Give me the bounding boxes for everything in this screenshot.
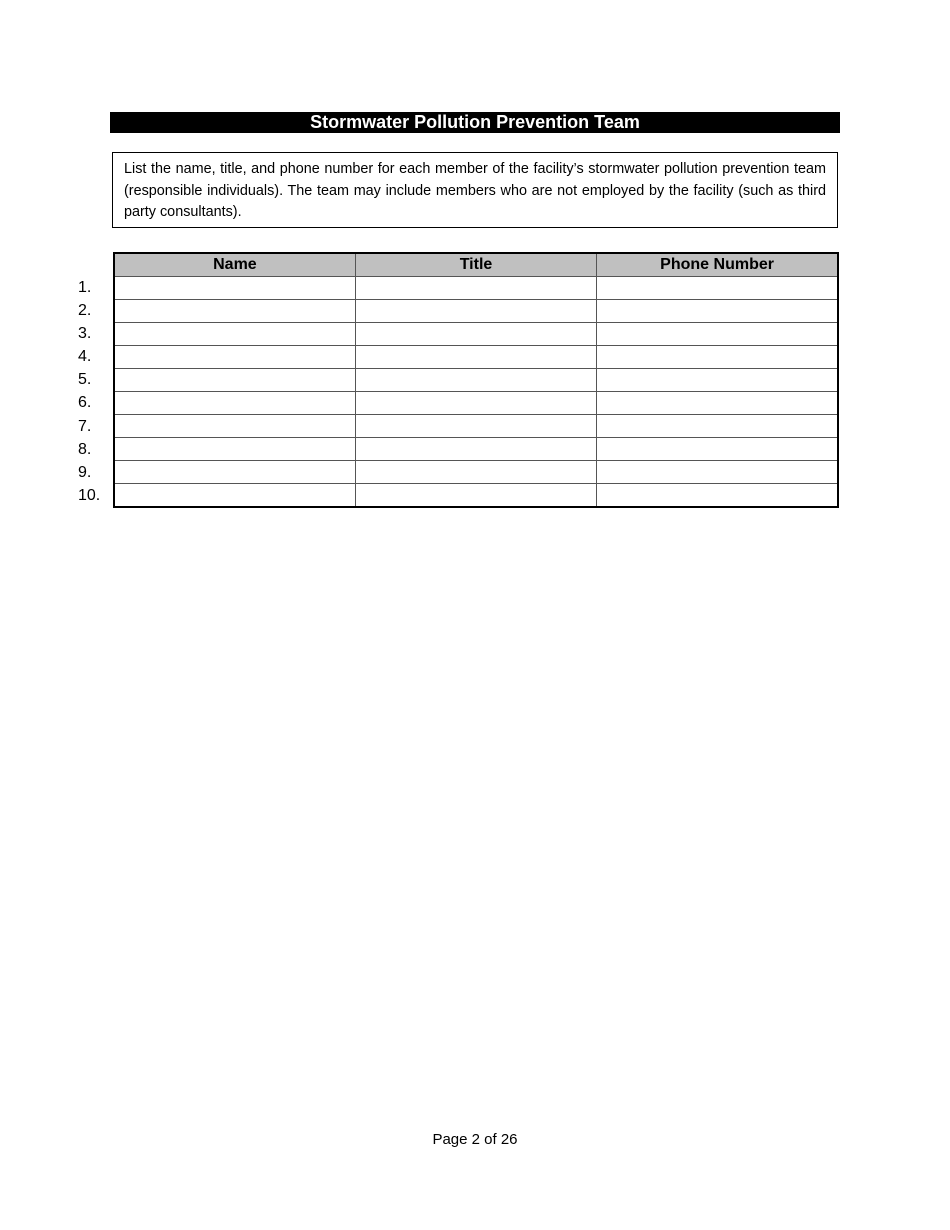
title-cell[interactable] <box>355 461 596 484</box>
name-cell[interactable] <box>114 346 355 369</box>
phone-cell[interactable] <box>597 300 838 323</box>
title-cell[interactable] <box>355 392 596 415</box>
table-row <box>114 369 838 392</box>
phone-cell[interactable] <box>597 415 838 438</box>
page-footer: Page 2 of 26 <box>432 1131 518 1148</box>
table-row <box>114 392 838 415</box>
name-cell[interactable] <box>114 369 355 392</box>
name-cell[interactable] <box>114 300 355 323</box>
name-cell[interactable] <box>114 277 355 300</box>
name-cell[interactable] <box>114 415 355 438</box>
phone-cell[interactable] <box>597 484 838 508</box>
row-number: 8. <box>78 440 92 458</box>
row-number: 10. <box>78 486 101 504</box>
row-number: 7. <box>78 417 92 435</box>
row-number: 6. <box>78 394 92 412</box>
table-header-row <box>114 253 838 277</box>
title-cell[interactable] <box>355 369 596 392</box>
phone-cell[interactable] <box>597 392 838 415</box>
name-cell[interactable] <box>114 461 355 484</box>
phone-cell[interactable] <box>597 461 838 484</box>
table-row <box>114 438 838 461</box>
title-cell[interactable] <box>355 438 596 461</box>
team-table <box>113 252 839 508</box>
title-cell[interactable] <box>355 484 596 508</box>
table-row <box>114 277 838 300</box>
row-number: 9. <box>78 463 92 481</box>
phone-cell[interactable] <box>597 323 838 346</box>
phone-cell[interactable] <box>597 369 838 392</box>
table-row <box>114 323 838 346</box>
phone-cell[interactable] <box>597 438 838 461</box>
row-number: 2. <box>78 302 92 320</box>
instructions-text: List the name, title, and phone number for each member of the facility’s stormwater pollution prevention team (responsible individuals). The team may include members who are not employed by the facility (such as third party consultants). <box>112 152 838 228</box>
title-cell[interactable] <box>355 323 596 346</box>
phone-cell[interactable] <box>597 277 838 300</box>
column-header-title: Title <box>355 253 596 277</box>
row-number: 1. <box>78 279 92 296</box>
title-cell[interactable] <box>355 346 596 369</box>
name-cell[interactable] <box>114 438 355 461</box>
name-cell[interactable] <box>114 484 355 508</box>
name-cell[interactable] <box>114 323 355 346</box>
column-header-phone: Phone Number <box>597 253 838 277</box>
table-row <box>114 484 838 508</box>
row-number: 5. <box>78 371 92 389</box>
title-cell[interactable] <box>355 415 596 438</box>
row-number: 3. <box>78 325 92 343</box>
table-row <box>114 461 838 484</box>
table-row <box>114 415 838 438</box>
title-cell[interactable] <box>355 300 596 323</box>
table-row <box>114 300 838 323</box>
row-number-list <box>78 276 112 507</box>
row-number: 4. <box>78 348 92 366</box>
name-cell[interactable] <box>114 392 355 415</box>
title-cell[interactable] <box>355 277 596 300</box>
column-header-name: Name <box>114 253 355 277</box>
phone-cell[interactable] <box>597 346 838 369</box>
section-title: Stormwater Pollution Prevention Team <box>110 112 840 133</box>
table-row <box>114 346 838 369</box>
